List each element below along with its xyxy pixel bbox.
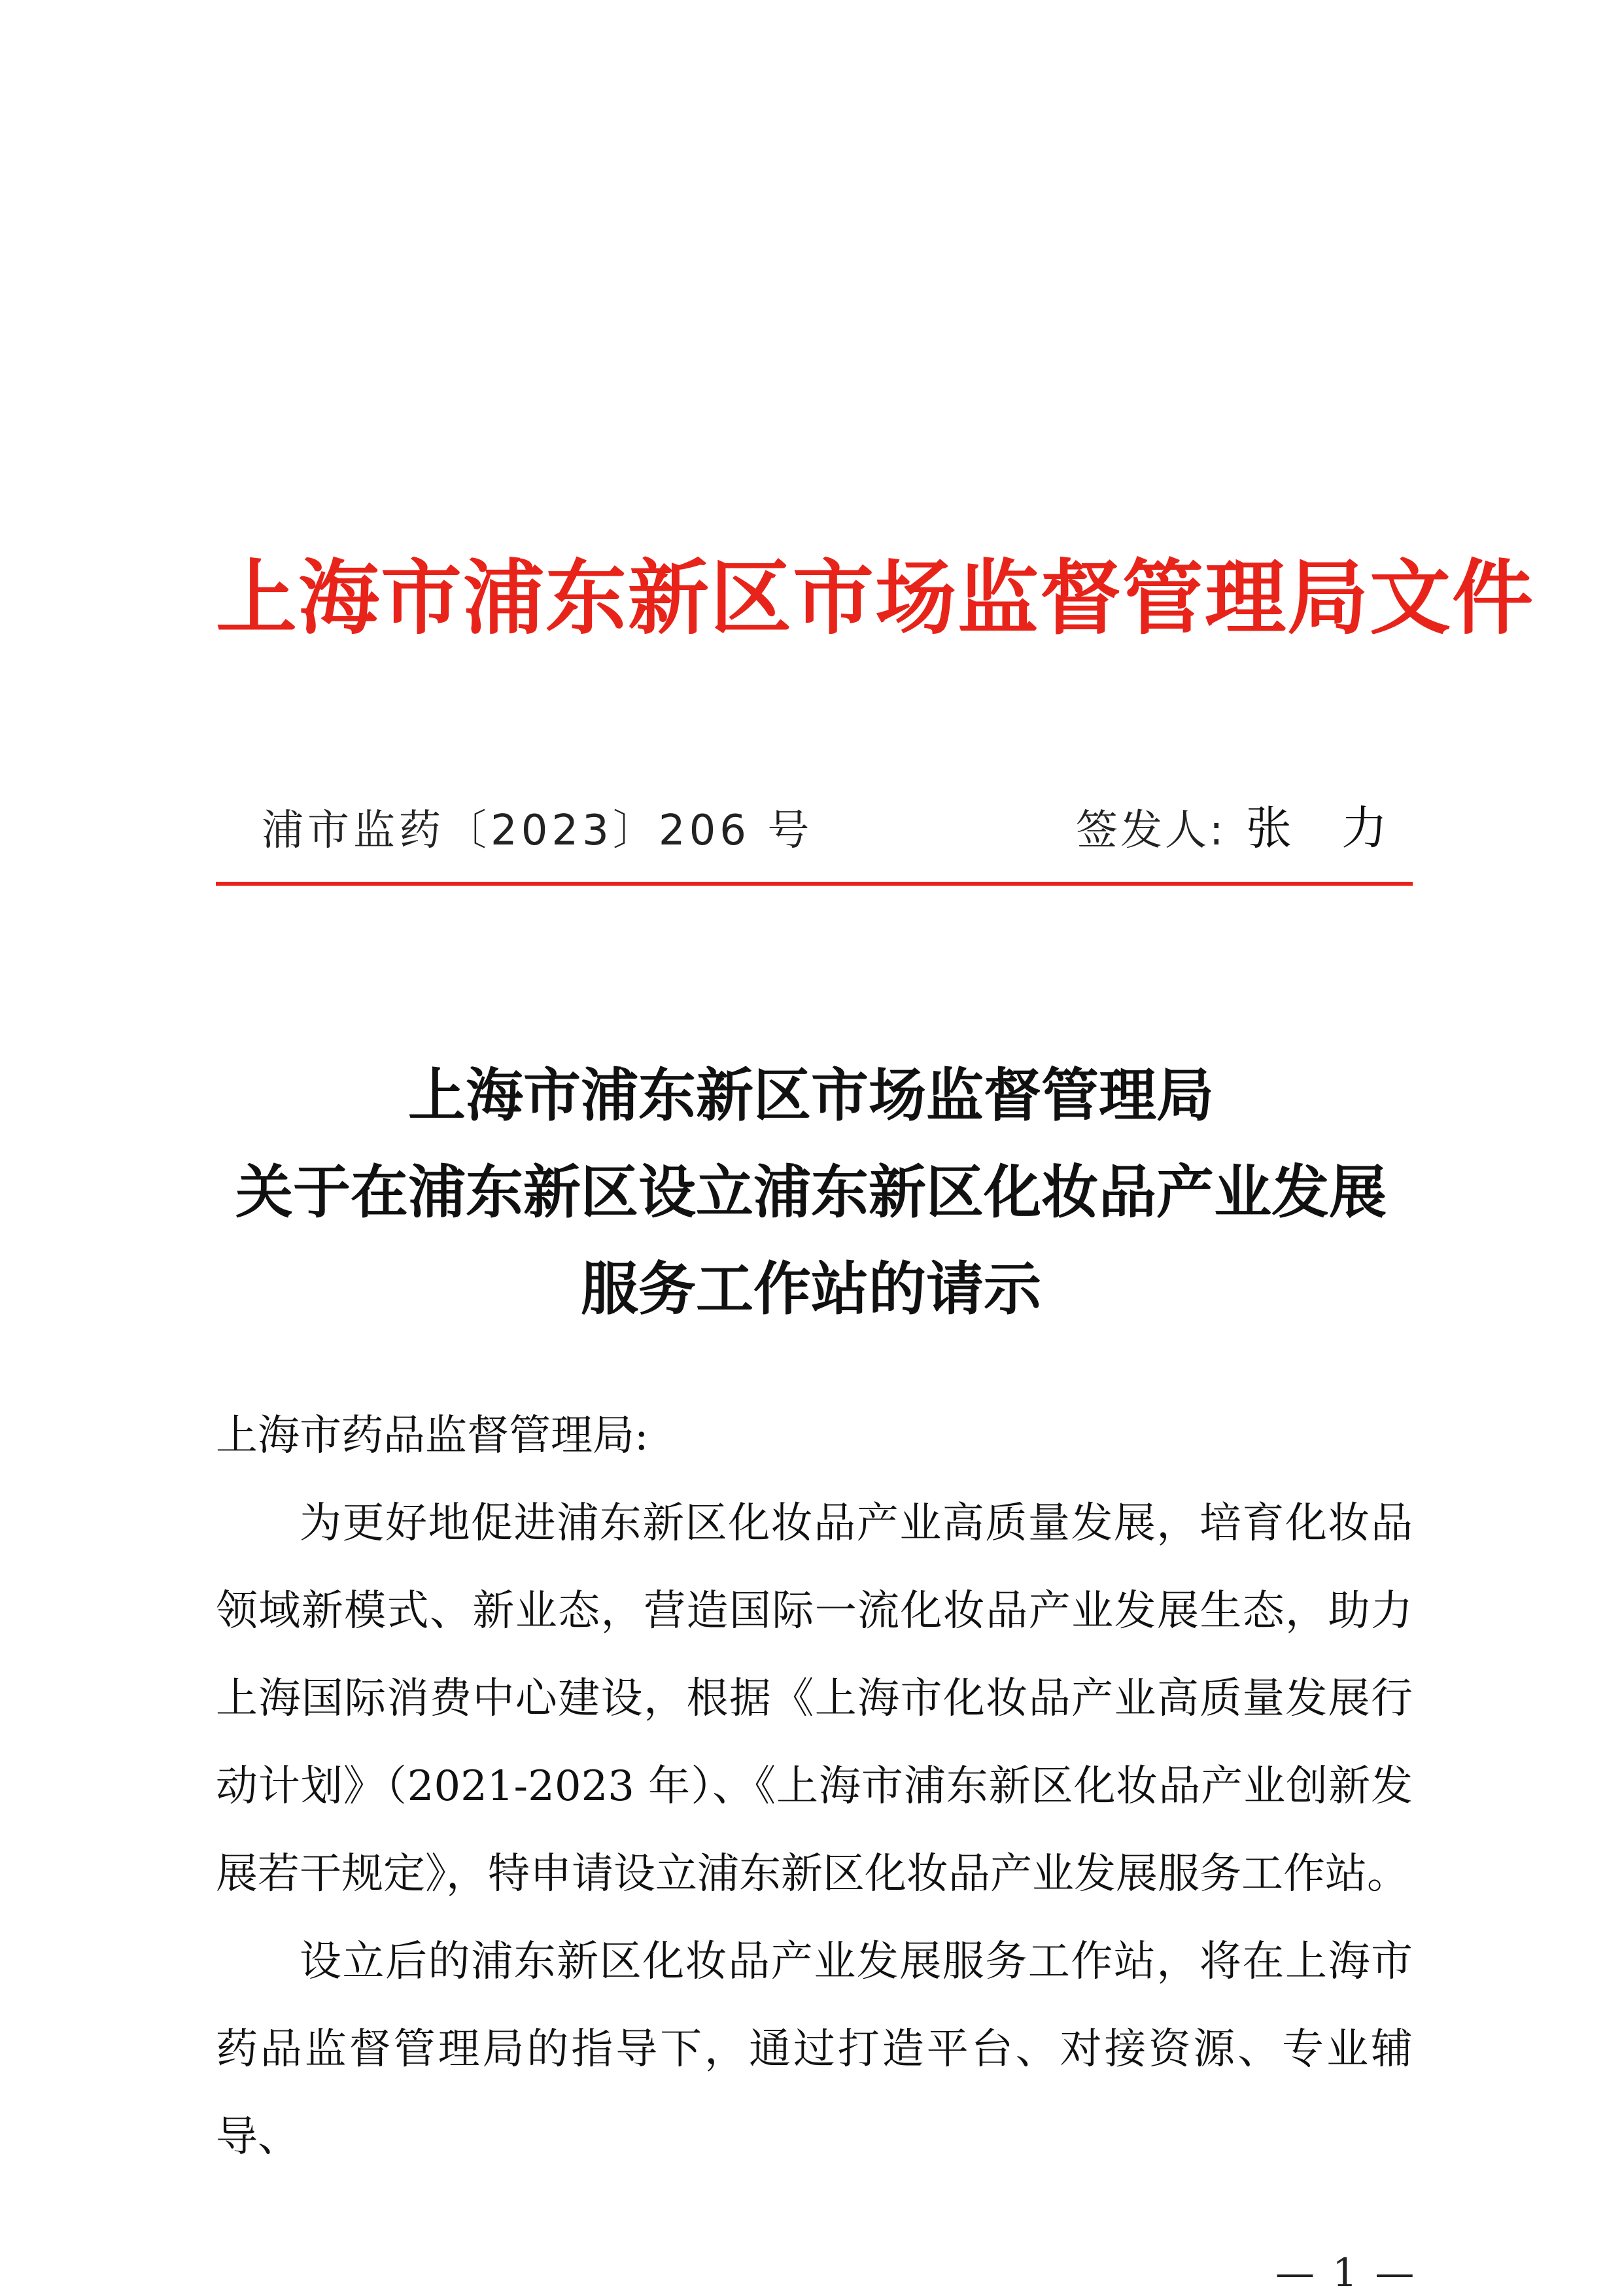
paragraph-1: 为更好地促进浦东新区化妆品产业高质量发展，培育化妆品领域新模式、新业态，营造国际一流化妆品产业发展生态，助力上海国际消费中心建设，根据《上海市化妆品产业高质量发展行动计划》（2021-2023 年）、《上海市浦东新区化妆品产业创新发展若干规定》，特申请设立浦东新区化妆品产业发展服务工作站。 bbox=[216, 1499, 1413, 1898]
document-body bbox=[216, 1392, 1413, 2181]
title-line-3: 服务工作站的请示 bbox=[580, 1255, 1041, 1323]
title-line-1: 上海市浦东新区市场监督管理局 bbox=[407, 1061, 1214, 1129]
addressee: 上海市药品监督管理局: bbox=[216, 1412, 649, 1460]
agency-file-title: 上海市浦东新区市场监督管理局文件 bbox=[216, 551, 1535, 646]
page-number: — 1 — bbox=[1275, 2250, 1417, 2296]
paragraph-2: 设立后的浦东新区化妆品产业发展服务工作站，将在上海市药品监督管理局的指导下，通过打造平台、对接资源、专业辅导、 bbox=[216, 1938, 1413, 2161]
document-number: 浦市监药〔2023〕206 号 bbox=[262, 807, 814, 855]
title-line-2: 关于在浦东新区设立浦东新区化妆品产业发展 bbox=[235, 1158, 1387, 1226]
red-divider-line bbox=[216, 882, 1413, 886]
signer-name: 张力 bbox=[1246, 801, 1437, 855]
document-title bbox=[196, 1047, 1426, 1337]
signer-label: 签发人: bbox=[1076, 807, 1226, 855]
